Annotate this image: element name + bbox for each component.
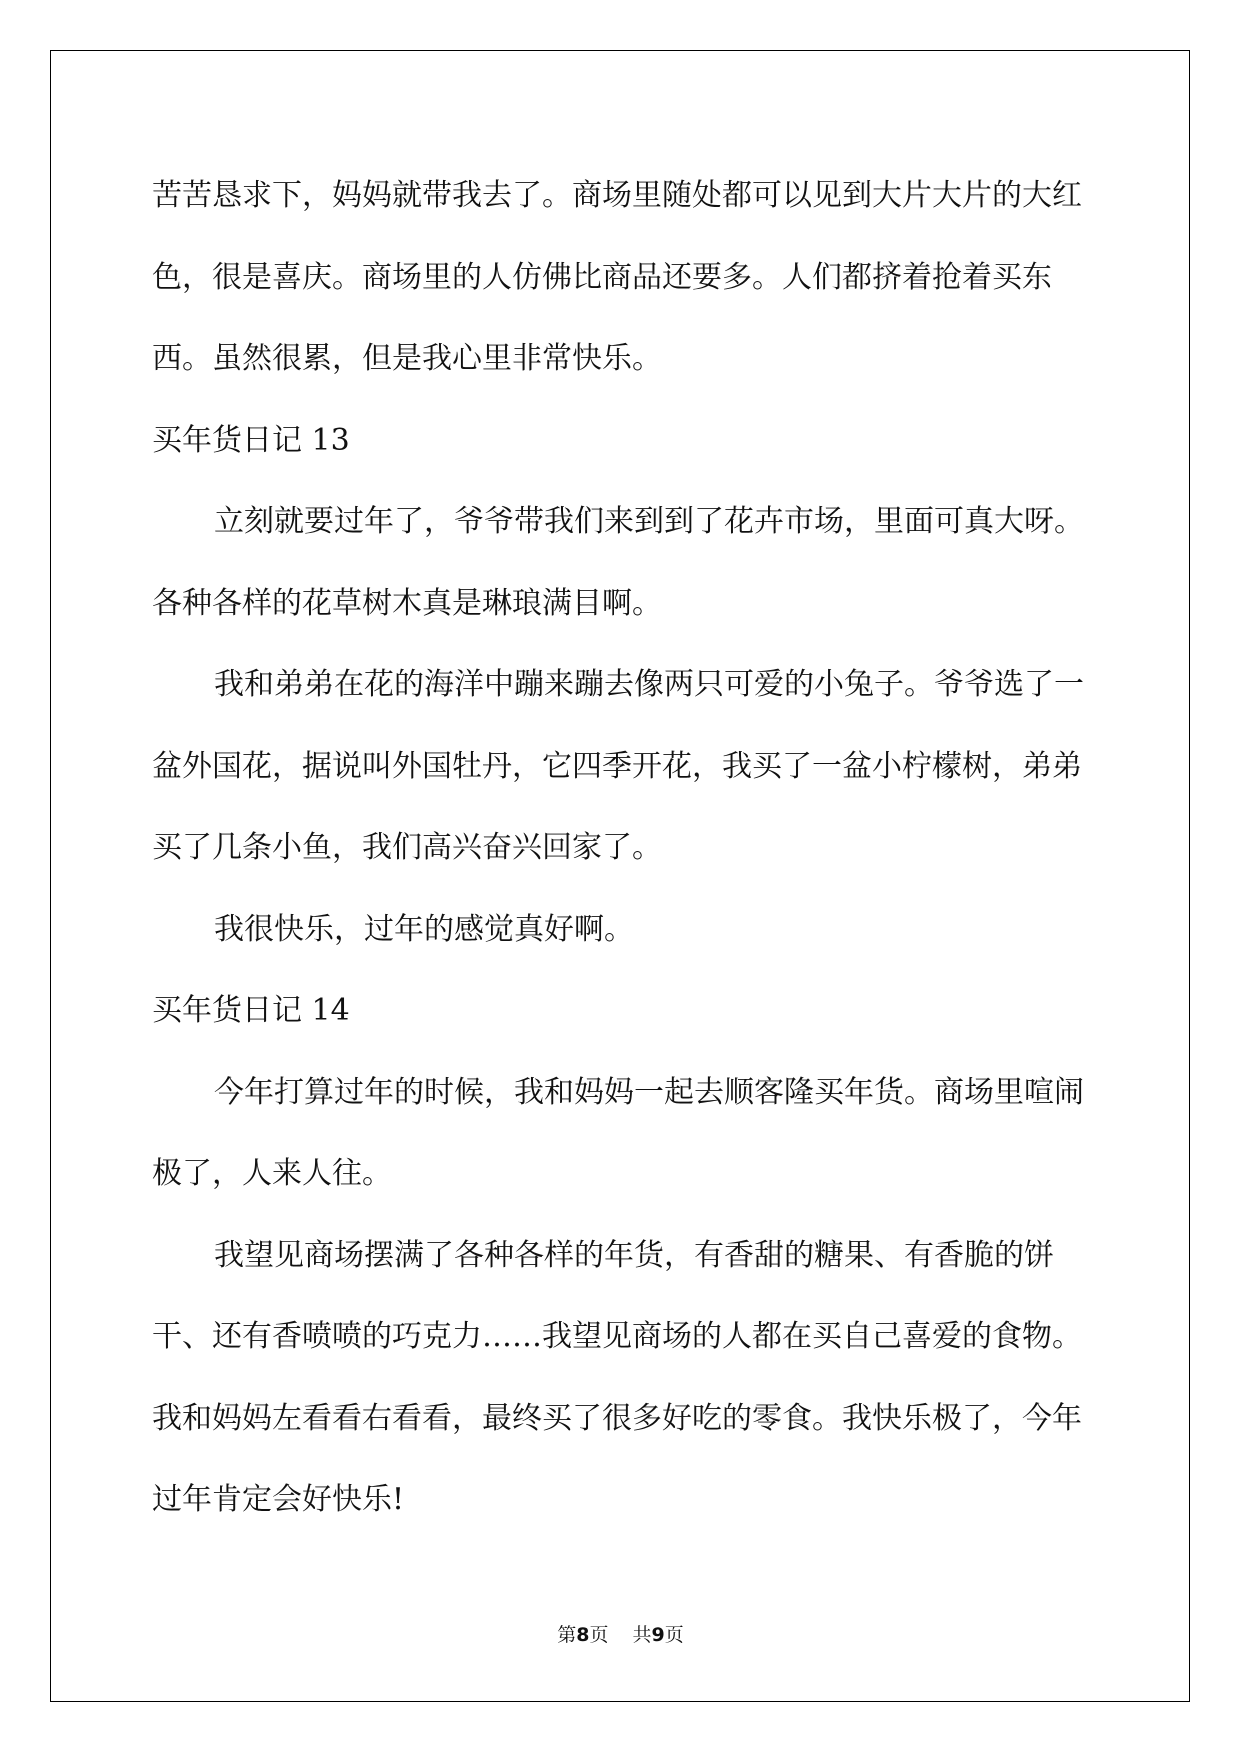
diary-heading-13: 买年货日记 13 xyxy=(152,422,350,458)
paragraph: 我和弟弟在花的海洋中蹦来蹦去像两只可爱的小兔子。爷爷选了一盆外国花，据说叫外国牡丹，它四季开花，我买了一盆小柠檬树，弟弟买了几条小鱼，我们高兴奋兴回家了。 xyxy=(152,667,1084,865)
document-body xyxy=(152,155,1092,1541)
paragraph-continued: 苦苦恳求下，妈妈就带我去了。商场里随处都可以见到大片大片的大红色，很是喜庆。商场里的人仿佛比商品还要多。人们都挤着抢着买东西。虽然很累，但是我心里非常快乐。 xyxy=(152,178,1082,376)
footer-page-number: 8 xyxy=(576,1624,590,1646)
footer-page-suffix: 页 xyxy=(589,1624,609,1646)
paragraph: 今年打算过年的时候，我和妈妈一起去顺客隆买年货。商场里喧闹极了，人来人往。 xyxy=(152,1074,1084,1191)
footer-total-pages: 9 xyxy=(651,1624,665,1646)
page-footer xyxy=(0,1620,1241,1647)
footer-total-prefix: 共 xyxy=(632,1624,652,1646)
footer-total-suffix: 页 xyxy=(664,1624,684,1646)
paragraph: 立刻就要过年了，爷爷带我们来到到了花卉市场，里面可真大呀。各种各样的花草树木真是琳琅满目啊。 xyxy=(152,504,1084,621)
footer-prefix: 第 xyxy=(557,1624,577,1646)
paragraph: 我很快乐，过年的感觉真好啊。 xyxy=(214,911,634,947)
diary-heading-14: 买年货日记 14 xyxy=(152,993,350,1028)
paragraph: 我望见商场摆满了各种各样的年货，有香甜的糖果、有香脆的饼干、还有香喷喷的巧克力……我望见商场的人都在买自己喜爱的食物。我和妈妈左看看右看看，最终买了很多好吃的零食。我快乐极了，今年过年肯定会好快乐! xyxy=(152,1237,1082,1517)
